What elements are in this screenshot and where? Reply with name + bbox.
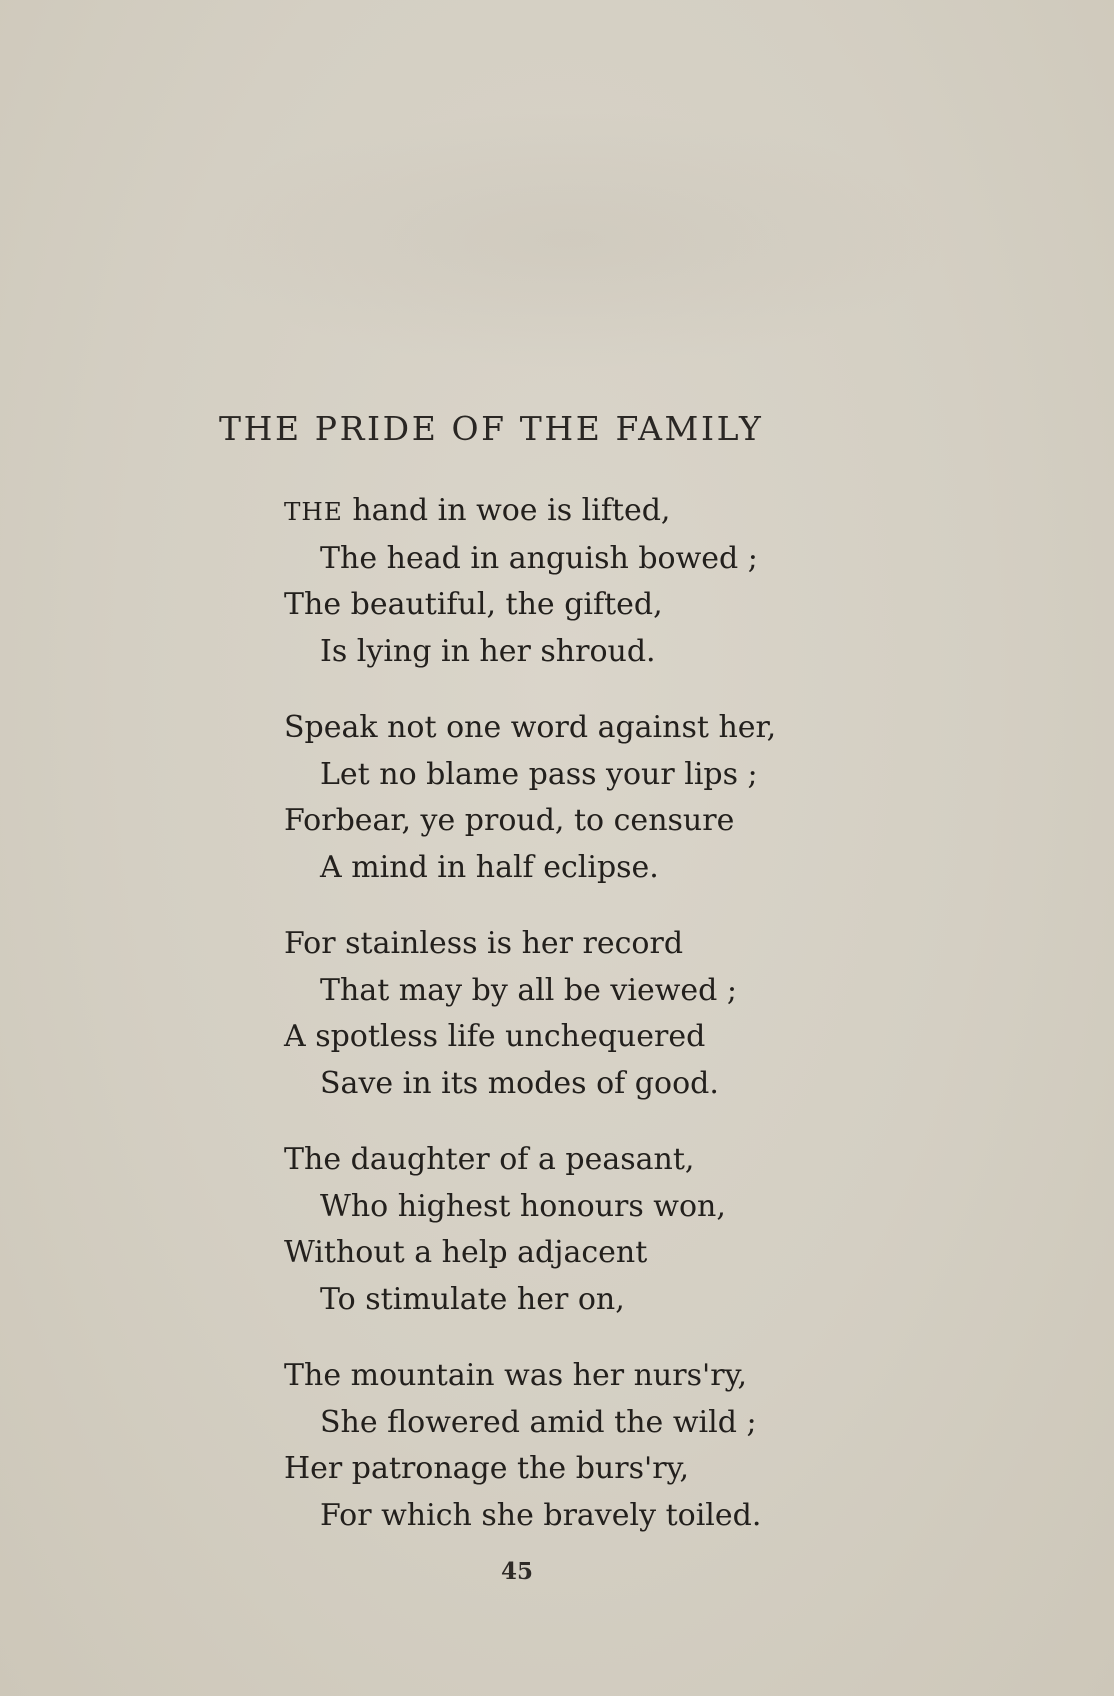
poem-line: To stimulate her on, bbox=[320, 1281, 625, 1317]
poem-body bbox=[284, 488, 776, 1569]
poem-line: A spotless life unchequered bbox=[284, 1019, 706, 1054]
poem-line: Her patronage the burs'ry, bbox=[284, 1451, 690, 1486]
poem-line: The mountain was her nurs'ry, bbox=[284, 1358, 748, 1393]
stanza-4 bbox=[284, 1137, 776, 1323]
poem-line: The beautiful, the gifted, bbox=[284, 587, 663, 622]
poem-line: Save in its modes of good. bbox=[320, 1065, 719, 1101]
stanza-2 bbox=[284, 705, 776, 891]
poem-line: That may by all be viewed ; bbox=[320, 972, 737, 1008]
poem-line: The head in anguish bowed ; bbox=[320, 540, 758, 576]
stanza-3 bbox=[284, 921, 776, 1107]
poem-title: THE PRIDE OF THE FAMILY bbox=[219, 409, 764, 448]
stanza-5 bbox=[284, 1353, 776, 1539]
poem-line: Who highest honours won, bbox=[320, 1188, 726, 1224]
poem-line: Speak not one word against her, bbox=[284, 710, 777, 745]
poem-line: Forbear, ye proud, to censure bbox=[284, 803, 735, 838]
show-through-shadow bbox=[190, 110, 950, 370]
poem-line: A mind in half eclipse. bbox=[320, 849, 659, 885]
poem-line: She flowered amid the wild ; bbox=[320, 1404, 757, 1440]
page-number: 45 bbox=[500, 1558, 533, 1585]
poem-line: Is lying in her shroud. bbox=[320, 633, 656, 669]
poem-line: Let no blame pass your lips ; bbox=[320, 756, 758, 792]
poem-line: For stainless is her record bbox=[284, 926, 684, 961]
poem-line: THE hand in woe is lifted, bbox=[284, 493, 671, 528]
poem-line: For which she bravely toiled. bbox=[320, 1497, 762, 1533]
drop-word: THE bbox=[284, 497, 343, 526]
poem-line: Without a help adjacent bbox=[284, 1235, 648, 1270]
poem-line: The daughter of a peasant, bbox=[284, 1142, 695, 1177]
stanza-1 bbox=[284, 488, 776, 675]
